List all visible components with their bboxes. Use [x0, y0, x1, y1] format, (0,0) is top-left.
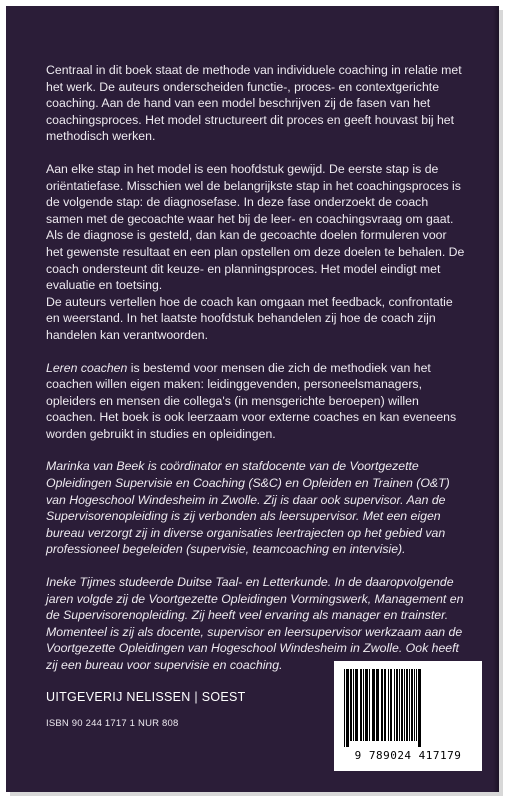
author-bio-2: Ineke Tijmes studeerde Duitse Taal- en Letterkunde. In de daaropvolgende jaren volgde zij de Voortgezette Opleidingen Vormingswerk, Management en de Supervisorenopleiding. Zij heeft veel ervaring als manager en trainster. Momenteel is zij als docente, supervisor en leersupervisor werkzaam aan de Voortgezette Opleidingen van Hogeschool Windesheim in Zwolle. Ook heeft zij een bureau voor supervisie en coaching. [46, 575, 464, 672]
barcode-bar [369, 669, 370, 741]
audience-text: is bestemd voor mensen die zich de methodiek van het coachen willen eigen maken: leidinggevenden, personeelsmanagers, opleiders en mensen die collega's (in mensgerichte beroepen) willen coachen. Het boek is ook leerzaam voor externe coaches en kan eveneens worden gebruikt in studies en opleidingen. [46, 360, 457, 441]
barcode-bar [350, 669, 352, 741]
feedback-paragraph: De auteurs vertellen hoe de coach kan omgaan met feedback, confrontatie en weerstand. In het laatste hoofdstuk behandelen zij hoe de coach zijn handelen kan verantwoorden. [46, 294, 453, 342]
barcode-bar [416, 669, 417, 741]
barcode-bar [411, 669, 413, 741]
book-back-cover [6, 6, 499, 792]
barcode-bar [409, 669, 410, 741]
barcode-bar [404, 669, 405, 741]
barcode-bar [376, 669, 379, 741]
publisher-name: UITGEVERIJ NELISSEN | SOEST [46, 690, 246, 704]
author-bio-1: Marinka van Beek is coördinator en stafdocente van de Voortgezette Opleidingen Supervisie en Coaching (S&C) en Opleiden en Trainen (O&T) van Hogeschool Windesheim in Zwolle. Zij is daar ook supervisor. Aan de Supervisorenopleiding is zij verbonden als leersupervisor. Met een eigen bureau verzorgt zij in diverse organisaties leertrajecten op het gebied van professioneel begeleiden (supervisie, teamcoaching en intervisie). [46, 459, 450, 557]
barcode-bar [399, 669, 400, 741]
barcode-bar [394, 669, 395, 741]
barcode-bar [365, 669, 368, 741]
barcode-bar [388, 669, 389, 741]
steps-paragraph: Aan elke stap in het model is een hoofdstuk gewijd. De eerste stap is de oriëntatiefase. Misschien wel de belangrijkste stap in het coachingsproces is de volgende stap: de diagnosefase. In deze fase onderzoekt de coach samen met de gecoachte waar het bij de leer- en coachingsvraag om gaat. Als de diagnose is gesteld, dan kan de gecoachte doelen formuleren voor het gewenste resultaat en een plan opstellen om deze doelen te behalen. De coach ondersteunt dit keuze- en planningsproces. Het model eindigt met evaluatie en toetsing. [46, 161, 465, 293]
audience-paragraph [46, 360, 466, 443]
barcode-bar [363, 669, 364, 741]
book-title-inline: Leren coachen [46, 360, 128, 375]
barcode-bar [418, 669, 421, 747]
barcode-icon [334, 661, 482, 771]
barcode-bar [360, 669, 362, 741]
barcode-bar [396, 669, 398, 741]
barcode-bar [384, 669, 386, 741]
barcode-bar [346, 669, 349, 747]
intro-paragraph: Centraal in dit boek staat de methode van individuele coaching in relatie met het werk. De auteurs onderscheiden functie-, proces- en contextgerichte coaching. Aan de hand van een model beschrijven zij de fasen van het coachingsproces. Het model structureert dit proces en geeft houvast bij het methodisch werken. [46, 63, 462, 144]
barcode-bar [344, 669, 345, 747]
cover-edge [493, 6, 499, 792]
isbn-nur: ISBN 90 244 1717 1 NUR 808 [46, 718, 179, 729]
barcode-bars [334, 661, 482, 751]
blurb-text [46, 62, 466, 690]
barcode-bar [406, 669, 408, 741]
barcode-bar [372, 669, 375, 741]
barcode-bar [401, 669, 403, 741]
barcode-bar [353, 669, 354, 741]
barcode-bar [355, 669, 358, 741]
barcode-digits: 9 789024 417179 [354, 749, 462, 762]
barcode-bar [414, 669, 415, 741]
barcode-bar [390, 669, 392, 741]
barcode-bar [381, 669, 383, 741]
